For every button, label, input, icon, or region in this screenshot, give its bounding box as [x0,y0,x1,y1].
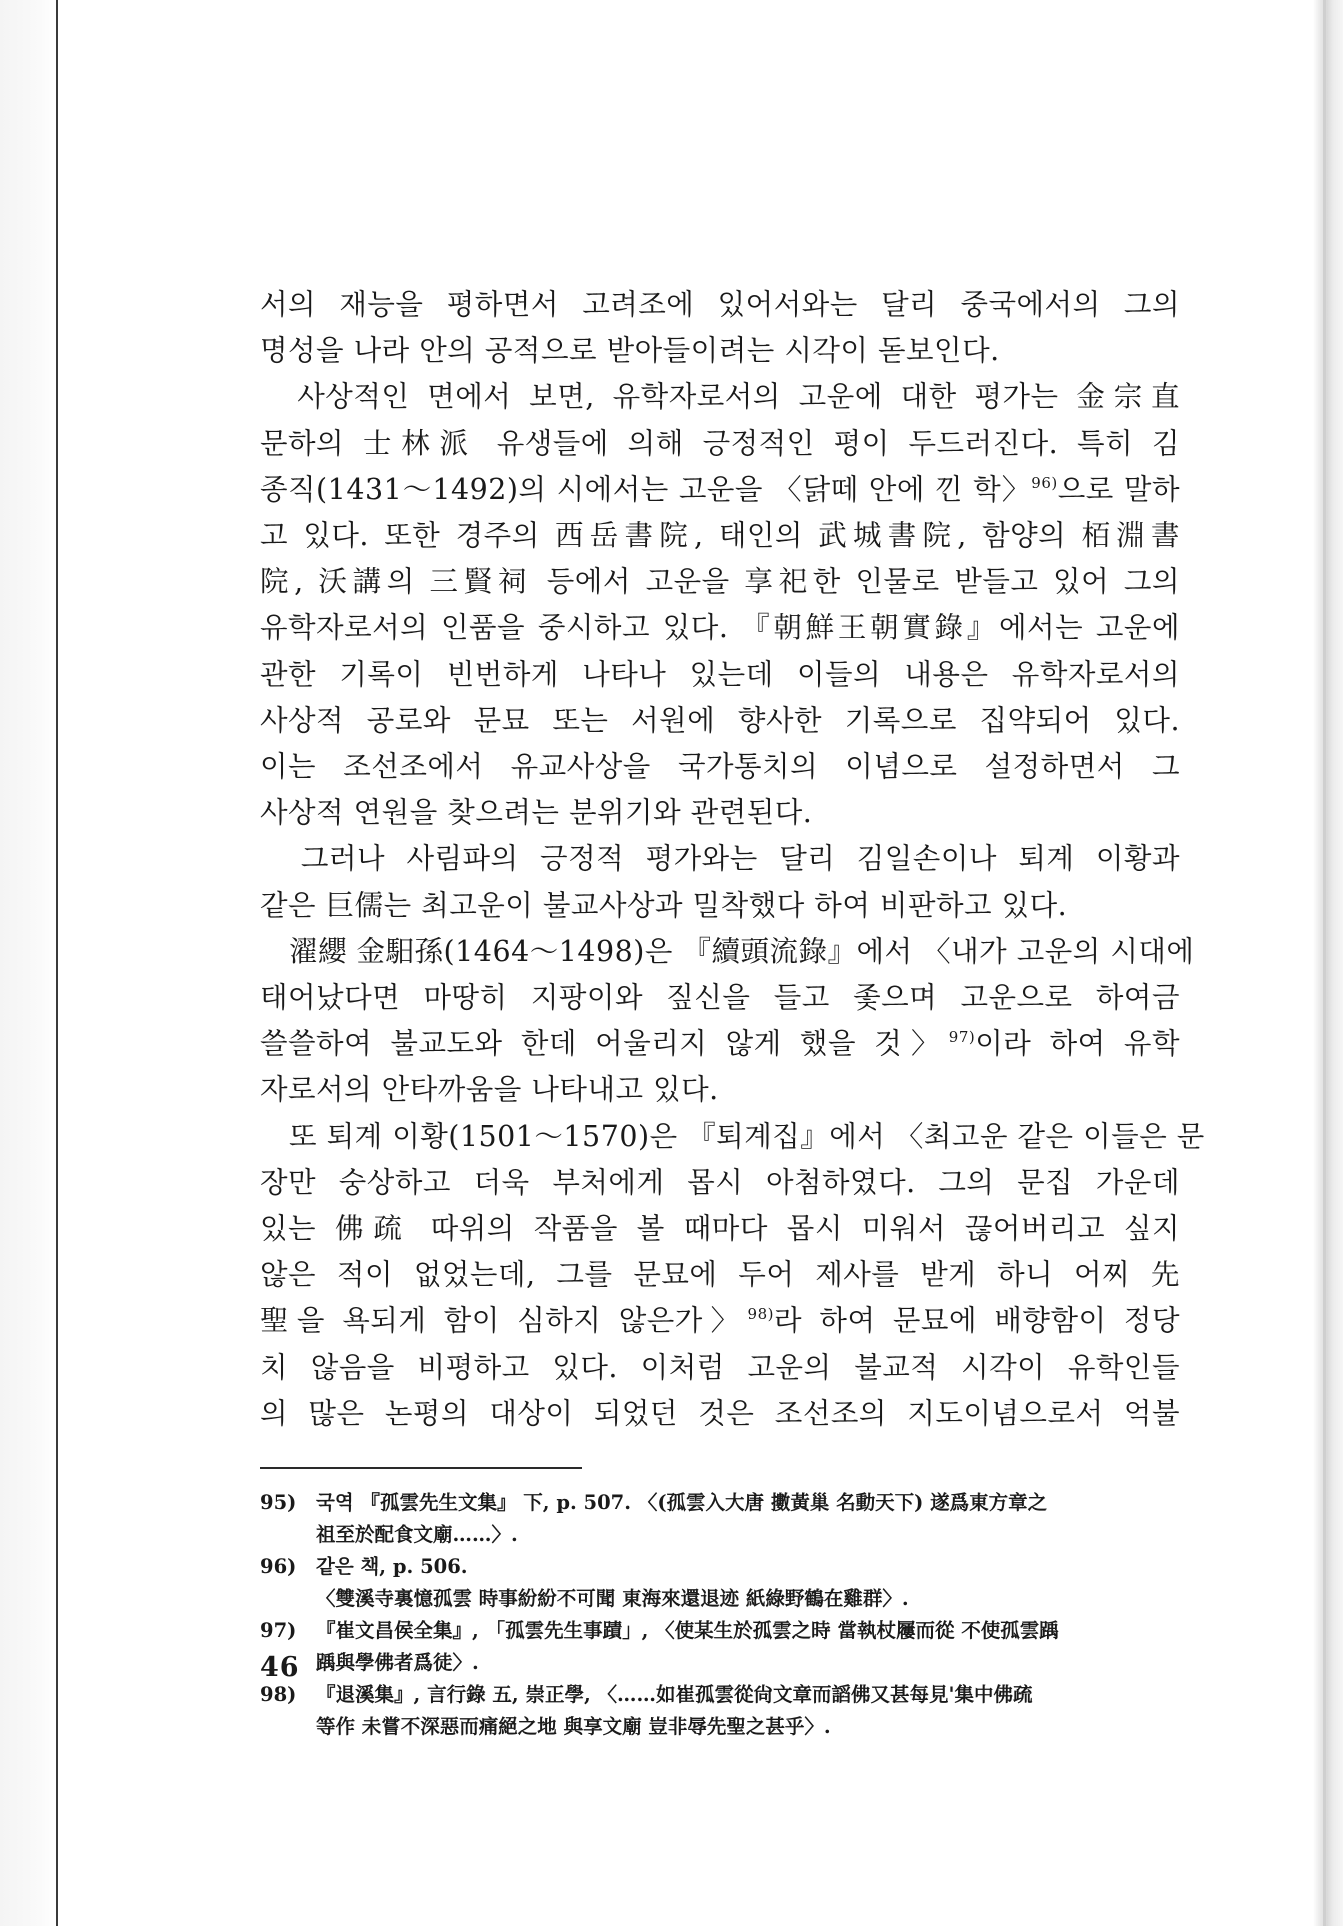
footnote-marker: 97) [948,1028,976,1047]
body-line-with-footnote [260,1021,1180,1067]
body-line: 있는 佛疏 따위의 작품을 볼 때마다 몹시 미워서 끊어버리고 싶지 [260,1212,1180,1246]
body-line: 같은 巨儒는 최고운이 불교사상과 밀착했다 하여 비판하고 있다. [260,888,1068,922]
footnote-number: 97) [260,1619,297,1643]
footnote-line: 국역 『孤雲先生文集』 下, p. 507. 〈(孤雲入大唐 擻黃巢 名動天下) 遂爲東方章之 [316,1491,1048,1515]
footnotes [260,1487,1180,1743]
body-line-text: 라 하여 문묘에 배향함이 정당 [773,1304,1180,1338]
footnote-number: 96) [260,1555,297,1579]
footnote-text [316,1679,1180,1743]
body-line: 濯纓 金馹孫(1464～1498)은 『續頭流錄』에서 〈내가 고운의 시대에 [260,934,1195,968]
body-line: 치 않음을 비평하고 있다. 이처럼 고운의 불교적 시각이 유학인들 [260,1350,1180,1384]
page-left-edge [0,0,58,1926]
body-line-text: 으로 말하 [1057,472,1180,506]
body-line: 사상적 공로와 문묘 또는 서원에 향사한 기록으로 집약되어 있다. [260,703,1180,737]
footnote-text [316,1487,1180,1551]
body-line: 자로서의 안타까움을 나타내고 있다. [260,1073,719,1107]
footnote-line: 『退溪集』, 言行錄 五, 崇正學, 〈……如崔孤雲從尙文章而謟佛又甚每見'集中佛疏 [316,1683,1033,1707]
body-line-with-footnote [260,1298,1180,1344]
body-line: 그러나 사림파의 긍정적 평가와는 달리 김일손이나 퇴계 이황과 [260,842,1180,876]
footnote-95 [260,1487,1180,1551]
body-line-text: 聖을 욕되게 함이 심하지 않은가〉 [260,1304,748,1338]
page-number: 46 [260,1652,300,1683]
footnote-line: 踽與學佛者爲徒〉. [316,1651,479,1675]
document-page [260,282,1205,1743]
footnote-98 [260,1679,1180,1743]
body-line: 이는 조선조에서 유교사상을 국가통치의 이념으로 설정하면서 그 [260,750,1180,784]
body-line: 고 있다. 또한 경주의 西岳書院, 태인의 武城書院, 함양의 栢淵書 [260,519,1180,553]
body-line: 명성을 나라 안의 공적으로 받아들이려는 시각이 돋보인다. [260,334,1000,368]
footnote-number: 95) [260,1491,297,1515]
body-line: 않은 적이 없었는데, 그를 문묘에 두어 제사를 받게 하니 어찌 先 [260,1258,1180,1292]
footnote-marker: 96) [1031,473,1058,492]
footnote-line: 〈雙溪寺裏憶孤雲 時事紛紛不可聞 東海來還退迹 紙綠野鶴在雞群〉. [316,1587,909,1611]
body-line: 문하의 士林派 유생들에 의해 긍정적인 평이 두드러진다. 특히 김 [260,426,1180,460]
footnote-text [316,1615,1180,1679]
footnote-line: 같은 책, p. 506. [316,1555,468,1579]
body-line: 장만 숭상하고 더욱 부처에게 몹시 아첨하였다. 그의 문집 가운데 [260,1165,1180,1199]
body-text [260,282,1205,1437]
body-line: 의 많은 논평의 대상이 되었던 것은 조선조의 지도이념으로서 억불 [260,1396,1180,1430]
footnote-96 [260,1551,1180,1615]
body-line-text: 쓸쓸하여 불교도와 한데 어울리지 않게 했을 것〉 [260,1027,949,1061]
footnote-number: 98) [260,1683,297,1707]
body-line: 사상적인 면에서 보면, 유학자로서의 고운에 대한 평가는 金宗直 [260,380,1180,414]
page-right-edge [1313,0,1343,1926]
body-line: 院, 沃講의 三賢祠 등에서 고운을 享祀한 인물로 받들고 있어 그의 [260,565,1180,599]
body-line: 서의 재능을 평하면서 고려조에 있어서와는 달리 중국에서의 그의 [260,288,1180,321]
body-line-text: 이라 하여 유학 [975,1027,1180,1061]
body-line-text: 종직(1431～1492)의 시에서는 고운을 〈닭떼 안에 낀 학〉 [260,472,1032,506]
footnote-text [316,1551,1180,1615]
body-line: 사상적 연원을 찾으려는 분위기와 관련된다. [260,796,813,830]
footnote-line: 『崔文昌侯全集』, 「孤雲先生事蹟」, 〈使某生於孤雲之時 當執杖屨而從 不使孤雲踽 [316,1619,1059,1643]
footnote-97 [260,1615,1180,1679]
body-line: 태어났다면 마땅히 지팡이와 짚신을 들고 좇으며 고운으로 하여금 [260,981,1180,1015]
body-line: 또 퇴계 이황(1501～1570)은 『퇴계집』에서 〈최고운 같은 이들은 문 [260,1119,1205,1153]
body-line: 유학자로서의 인품을 중시하고 있다. 『朝鮮王朝實錄』에서는 고운에 [260,611,1180,645]
footnote-marker: 98) [747,1305,774,1324]
footnote-line: 等作 未嘗不深惡而痛絕之地 與享文廟 豈非辱先聖之甚乎〉. [316,1715,831,1739]
footnote-separator [260,1467,582,1469]
body-line-with-footnote [260,467,1180,513]
footnote-line: 祖至於配食文廟……〉. [316,1523,518,1547]
body-line: 관한 기록이 빈번하게 나타나 있는데 이들의 내용은 유학자로서의 [260,657,1180,691]
